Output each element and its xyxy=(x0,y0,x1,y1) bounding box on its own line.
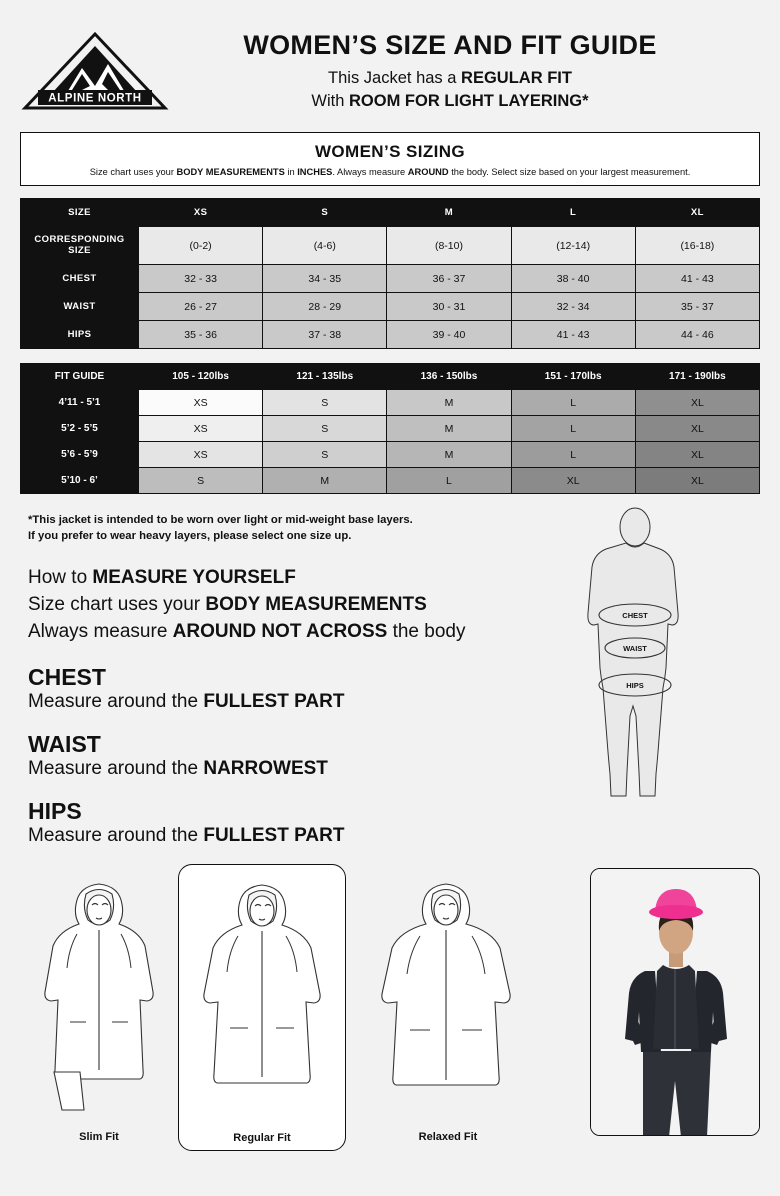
fit-cell-r3c2: S xyxy=(263,442,387,468)
fit-cell-r2c3: M xyxy=(387,416,511,442)
measure-line3-bold: AROUND NOT ACROSS xyxy=(172,620,388,642)
header-text-block xyxy=(170,30,760,112)
header-sub1-bold: REGULAR FIT xyxy=(461,69,572,88)
note-part-1: Size chart uses your xyxy=(89,167,177,177)
measure-line3-pre: Always measure xyxy=(28,620,173,642)
row-label-hips: HIPS xyxy=(21,321,139,349)
measure-line1-pre: How to xyxy=(28,566,93,588)
cell-waist-xl: 35 - 37 xyxy=(635,293,759,321)
body-measurement-diagram xyxy=(560,507,710,837)
cell-chest-xs: 32 - 33 xyxy=(139,265,263,293)
row-label-corresponding-size: CORRESPONDING SIZE xyxy=(21,227,139,265)
note-bold-3: AROUND xyxy=(407,167,449,177)
fit-cell-r2c4: L xyxy=(511,416,635,442)
sizing-box-title: WOMEN’S SIZING xyxy=(314,142,466,161)
cell-hips-m: 39 - 40 xyxy=(387,321,511,349)
fit-guide-table xyxy=(20,363,760,494)
size-table-corner-label: SIZE xyxy=(21,199,139,227)
fit-cell-r1c5: XL xyxy=(635,390,759,416)
size-col-m: M xyxy=(387,199,511,227)
cell-corresponding-xl: (16-18) xyxy=(635,227,759,265)
cell-chest-s: 34 - 35 xyxy=(263,265,387,293)
table-row xyxy=(21,265,760,293)
table-row-header xyxy=(21,199,760,227)
fit-cell-r4c2: M xyxy=(263,468,387,494)
cell-hips-xl: 44 - 46 xyxy=(635,321,759,349)
header-sub2-bold: ROOM FOR LIGHT LAYERING* xyxy=(349,91,589,110)
diagram-label-hips: HIPS xyxy=(626,681,644,690)
fit-cell-r3c4: L xyxy=(511,442,635,468)
table-row xyxy=(21,227,760,265)
fit-caption-relaxed: Relaxed Fit xyxy=(418,1131,478,1143)
cell-waist-l: 32 - 34 xyxy=(511,293,635,321)
table-row-header xyxy=(21,364,760,390)
sizing-info-box xyxy=(20,132,760,186)
relaxed-fit-illustration xyxy=(368,872,528,1122)
row-label-waist: WAIST xyxy=(21,293,139,321)
note-part-2: in xyxy=(284,167,298,177)
waist-pre: Measure around the xyxy=(28,757,204,779)
fit-cell-r2c2: S xyxy=(263,416,387,442)
fit-col-weight-1: 105 - 120lbs xyxy=(139,364,263,390)
table-row xyxy=(21,321,760,349)
note-bold-2: INCHES xyxy=(297,167,333,177)
size-col-l: L xyxy=(511,199,635,227)
footnote-line-2: If you prefer to wear heavy layers, please select one size up. xyxy=(28,530,352,543)
cell-hips-xs: 35 - 36 xyxy=(139,321,263,349)
hips-bold: FULLEST PART xyxy=(203,824,345,846)
fit-cell-r2c1: XS xyxy=(139,416,263,442)
size-col-xs: XS xyxy=(139,199,263,227)
measure-line1-bold: MEASURE YOURSELF xyxy=(92,566,296,588)
fit-row-label-4: 5’10 - 6’ xyxy=(21,468,139,494)
measure-line3-post: the body xyxy=(387,620,466,642)
diagram-label-waist: WAIST xyxy=(623,644,647,653)
note-bold-1: BODY MEASUREMENTS xyxy=(176,167,285,177)
hips-pre: Measure around the xyxy=(28,824,204,846)
table-row xyxy=(21,416,760,442)
measure-heading-chest: CHEST xyxy=(28,663,106,690)
slim-fit-illustration xyxy=(24,872,174,1122)
row-label-chest: CHEST xyxy=(21,265,139,293)
header-sub2-pre: With xyxy=(311,91,349,110)
product-photo xyxy=(590,868,760,1136)
fit-cell-r1c4: L xyxy=(511,390,635,416)
cell-waist-m: 30 - 31 xyxy=(387,293,511,321)
header-subtitle-1 xyxy=(170,67,730,89)
note-part-4: the body. Select size based on your largest measurement. xyxy=(448,167,691,177)
page-title: WOMEN’S SIZE AND FIT GUIDE xyxy=(243,30,657,61)
fit-cell-r4c4: XL xyxy=(511,468,635,494)
fit-cell-r4c3: L xyxy=(387,468,511,494)
header-sub1-pre: This Jacket has a xyxy=(328,69,462,88)
fit-row-label-2: 5’2 - 5’5 xyxy=(21,416,139,442)
diagram-label-chest: CHEST xyxy=(622,611,648,620)
fit-col-weight-2: 121 - 135lbs xyxy=(263,364,387,390)
cell-waist-s: 28 - 29 xyxy=(263,293,387,321)
fit-option-slim xyxy=(24,872,174,1143)
table-row xyxy=(21,468,760,494)
table-row xyxy=(21,390,760,416)
regular-fit-illustration xyxy=(182,873,342,1123)
chest-bold: FULLEST PART xyxy=(203,690,345,712)
fit-cell-r2c5: XL xyxy=(635,416,759,442)
size-chart-table xyxy=(20,198,760,349)
measure-line2-pre: Size chart uses your xyxy=(28,593,206,615)
measure-heading-hips: HIPS xyxy=(28,797,82,824)
fit-option-regular xyxy=(178,864,346,1151)
cell-waist-xs: 26 - 27 xyxy=(139,293,263,321)
fit-col-weight-4: 151 - 170lbs xyxy=(511,364,635,390)
fit-cell-r3c1: XS xyxy=(139,442,263,468)
cell-corresponding-xs: (0-2) xyxy=(139,227,263,265)
fit-row-label-1: 4’11 - 5’1 xyxy=(21,390,139,416)
brand-logo xyxy=(20,28,170,114)
sizing-box-note xyxy=(29,167,751,177)
waist-bold: NARROWEST xyxy=(203,757,328,779)
fit-guide-corner-label: FIT GUIDE xyxy=(21,364,139,390)
measure-heading-waist: WAIST xyxy=(28,730,101,757)
size-col-xl: XL xyxy=(635,199,759,227)
header-subtitle-2 xyxy=(170,90,730,112)
fit-cell-r1c2: S xyxy=(263,390,387,416)
fit-caption-slim: Slim Fit xyxy=(79,1131,119,1143)
cell-corresponding-s: (4-6) xyxy=(263,227,387,265)
fit-cell-r1c1: XS xyxy=(139,390,263,416)
fit-cell-r4c1: S xyxy=(139,468,263,494)
fit-row-label-3: 5’6 - 5’9 xyxy=(21,442,139,468)
fit-col-weight-3: 136 - 150lbs xyxy=(387,364,511,390)
fit-option-relaxed xyxy=(368,872,528,1143)
size-col-s: S xyxy=(263,199,387,227)
cell-hips-s: 37 - 38 xyxy=(263,321,387,349)
fit-caption-regular: Regular Fit xyxy=(233,1132,291,1144)
table-row xyxy=(21,442,760,468)
measure-line2-bold: BODY MEASUREMENTS xyxy=(205,593,427,615)
fit-cell-r1c3: M xyxy=(387,390,511,416)
fit-col-weight-5: 171 - 190lbs xyxy=(635,364,759,390)
cell-chest-l: 38 - 40 xyxy=(511,265,635,293)
footnote-line-1: *This jacket is intended to be worn over light or mid-weight base layers. xyxy=(28,514,413,526)
fit-cell-r4c5: XL xyxy=(635,468,759,494)
measurement-section xyxy=(0,512,780,847)
fit-cell-r3c3: M xyxy=(387,442,511,468)
chest-pre: Measure around the xyxy=(28,690,204,712)
cell-corresponding-l: (12-14) xyxy=(511,227,635,265)
brand-logo-text: ALPINE NORTH xyxy=(48,92,142,105)
fit-cell-r3c5: XL xyxy=(635,442,759,468)
cell-chest-xl: 41 - 43 xyxy=(635,265,759,293)
table-row xyxy=(21,293,760,321)
note-part-3: . Always measure xyxy=(332,167,408,177)
cell-chest-m: 36 - 37 xyxy=(387,265,511,293)
cell-hips-l: 41 - 43 xyxy=(511,321,635,349)
cell-corresponding-m: (8-10) xyxy=(387,227,511,265)
page-header xyxy=(0,0,780,124)
